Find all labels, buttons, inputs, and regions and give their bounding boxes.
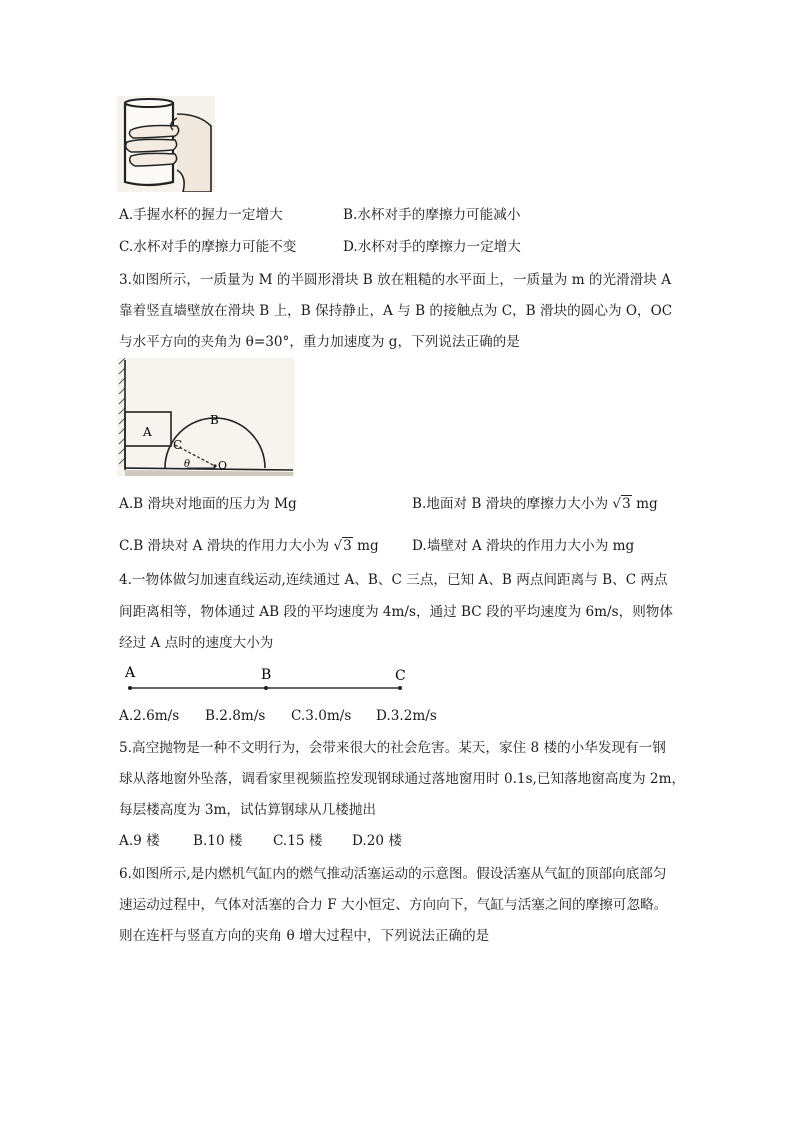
q5-option-a: A.9 楼 [119, 833, 160, 849]
q3-stem-line-1: 3.如图所示，一质量为 M 的半圆形滑块 B 放在粗糙的水平面上，一质量为 m 的光滑滑块 A [119, 272, 672, 288]
label-o: O [218, 459, 228, 472]
point-b-label: B [261, 667, 272, 683]
q5-stem-line-1: 5.高空抛物是一种不文明行为，会带来很大的社会危害。某天，家住 8 楼的小华发现有一钢 [119, 740, 666, 756]
abc-track-figure [118, 660, 418, 696]
sqrt-sign: √ [333, 538, 343, 554]
q3-stem-line-3: 与水平方向的夹角为 θ=30°，重力加速度为 g，下列说法正确的是 [119, 334, 520, 350]
label-b: B [210, 413, 219, 427]
q2-option-a: A.手握水杯的握力一定增大 [119, 207, 283, 223]
q6-stem-line-1: 6.如图所示,是内燃机气缸内的燃气推动活塞运动的示意图。假设活塞从气缸的顶部向底部匀 [119, 866, 667, 882]
q5-option-c: C.15 楼 [273, 833, 323, 849]
q4-stem-line-2: 间距离相等，物体通过 AB 段的平均速度为 4m/s，通过 BC 段的平均速度为 6m/s，则物体 [119, 604, 673, 620]
sqrt-sign: √ [612, 496, 622, 512]
semicircle-block-figure [117, 358, 295, 476]
q5-stem-line-2: 球从落地窗外坠落，调看家里视频监控发现钢球通过落地窗用时 0.1s,已知落地窗高度为 2m， [119, 771, 686, 787]
q3-option-b-unit: mg [636, 496, 658, 512]
q6-stem-line-3: 则在连杆与竖直方向的夹角 θ 增大过程中，下列说法正确的是 [119, 928, 490, 944]
q3-option-c-unit: mg [357, 538, 379, 554]
q5-option-b: B.10 楼 [193, 833, 243, 849]
q6-stem-line-2: 速运动过程中，气体对活塞的合力 F 大小恒定、方向向下，气缸与活塞之间的摩擦可忽略。 [119, 897, 668, 913]
q3-option-b-text: B.地面对 B 滑块的摩擦力大小为 [412, 496, 609, 512]
q3-stem-line-2: 靠着竖直墙壁放在滑块 B 上，B 保持静止，A 与 B 的接触点为 C，B 滑块的圆心为 O，OC [119, 303, 673, 319]
q2-option-b: B.水杯对手的摩擦力可能减小 [343, 207, 521, 223]
q3-option-a: A.B 滑块对地面的压力为 Mg [119, 496, 297, 512]
q2-option-c: C.水杯对手的摩擦力可能不变 [119, 239, 297, 255]
q4-stem-line-1: 4.一物体做匀加速直线运动,连续通过 A、B、C 三点，已知 A、B 两点间距离与 B、C 两点 [119, 572, 668, 588]
q2-option-d: D.水杯对手的摩擦力一定增大 [343, 239, 521, 255]
q5-option-d: D.20 楼 [352, 833, 402, 849]
q3-option-c-radicand: 3 [343, 538, 352, 554]
q4-stem-line-3: 经过 A 点时的速度大小为 [119, 635, 274, 651]
q4-option-d: D.3.2m/s [376, 708, 437, 724]
q3-option-c [119, 537, 379, 555]
q3-option-b [412, 495, 658, 513]
q4-option-b: B.2.8m/s [205, 708, 266, 724]
point-c-label: C [395, 668, 406, 684]
hand-holding-cup-figure [117, 96, 215, 192]
label-c: C [173, 438, 183, 452]
q3-option-b-radicand: 3 [622, 496, 631, 512]
q5-stem-line-3: 每层楼高度为 3m，试估算钢球从几楼抛出 [119, 802, 376, 818]
q3-option-c-text: C.B 滑块对 A 滑块的作用力大小为 [119, 538, 330, 554]
q4-option-a: A.2.6m/s [119, 708, 180, 724]
label-theta: θ [184, 459, 191, 470]
point-a-label: A [125, 665, 136, 681]
q4-option-c: C.3.0m/s [291, 708, 352, 724]
label-a: A [143, 425, 152, 439]
q3-option-d: D.墙壁对 A 滑块的作用力大小为 mg [412, 538, 635, 554]
